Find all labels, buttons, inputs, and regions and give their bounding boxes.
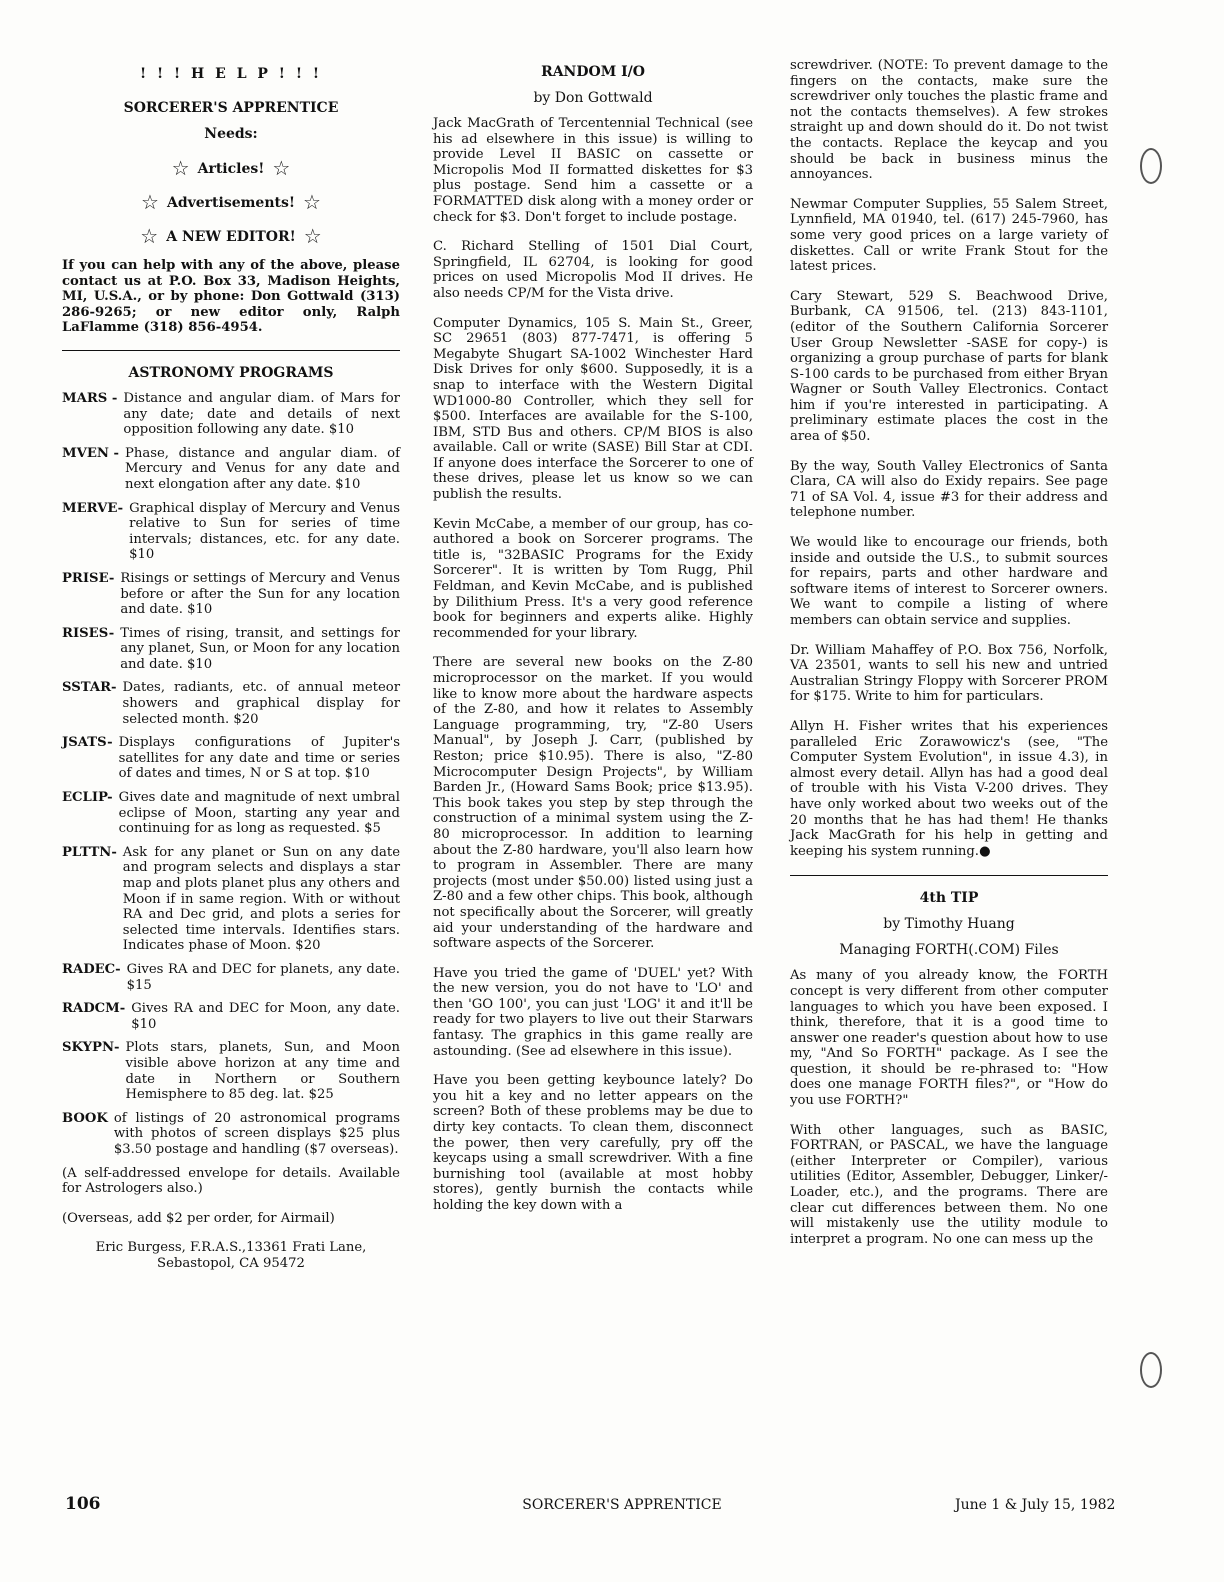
program-item xyxy=(62,845,400,954)
random-io-continued: screwdriver. (NOTE: To prevent damage to the fingers on the contacts, make sure the screwdriver only touches the plastic frame and not the contacts themselves). A few strokes straight up and down should do it. Do not twist the contacts. Replace the keycap and you should be back in business minus the annoyances. xyxy=(790,58,1108,183)
middle-column xyxy=(433,58,753,1228)
program-name: PLTTN- xyxy=(62,844,117,860)
random-io-paragraph: Dr. William Mahaffey of P.O. Box 756, Norfolk, VA 23501, wants to sell his new and untried Australian Stringy Floppy with Sorcerer PROM for $175. Write to him for particulars. xyxy=(790,642,1108,705)
program-description: of listings of 20 astronomical programs with photos of screen displays $25 plus $3.50 postage and handling ($7 overseas). xyxy=(113,1110,400,1157)
program-description: Plots stars, planets, Sun, and Moon visible above horizon at any time and date in Northern or Southern Hemisphere to 85 deg. lat. $25 xyxy=(125,1040,400,1103)
program-name: ECLIP- xyxy=(62,790,113,806)
program-item xyxy=(62,1001,400,1032)
program-description: Times of rising, transit, and settings for any planet, Sun, or Moon for any location and date. $10 xyxy=(120,625,400,672)
help-needs: Needs: xyxy=(204,126,258,142)
program-list xyxy=(62,391,400,1158)
punch-hole-icon xyxy=(1140,148,1162,184)
program-item xyxy=(62,571,400,618)
left-column xyxy=(62,58,400,1285)
random-io-paragraph: We would like to encourage our friends, both inside and outside the U.S., to submit sources for repairs, parts and other hardware and software items of interest to Sorcerer owners. We want to compile a listing of where members can obtain service and supplies. xyxy=(790,535,1108,628)
want-new-editor: ☆ A NEW EDITOR! ☆ xyxy=(62,224,400,248)
program-description: Displays configurations of Jupiter's satellites for any date and time or series of dates and times, N or S at top. $10 xyxy=(118,735,400,782)
program-description: Graphical display of Mercury and Venus relative to Sun for series of time intervals; distances, etc. for any date. $10 xyxy=(129,500,400,563)
program-item xyxy=(62,962,400,993)
random-io-paragraph: C. Richard Stelling of 1501 Dial Court, Springfield, IL 62704, is looking for good prices on used Micropolis Mod II drives. He also needs CP/M for the Vista drive. xyxy=(433,239,753,301)
star-icon: ☆ xyxy=(303,224,322,248)
random-io-paragraph: Allyn H. Fisher writes that his experiences paralleled Eric Zorawowicz's (see, "The Computer System Evolution", in issue 4.3), in almost every detail. Allyn has had a good deal of trouble with his Vista V-200 drives. They have only worked about two weeks out of the 20 months that he has had them! He thanks Jack MacGrath for his help in getting and keeping his system running.● xyxy=(790,718,1108,859)
program-name: RADCM- xyxy=(62,1001,126,1017)
program-description: Gives RA and DEC for Moon, any date. $10 xyxy=(131,1001,400,1032)
program-name: RISES- xyxy=(62,625,115,641)
random-io-body xyxy=(433,116,753,1214)
program-item xyxy=(62,626,400,673)
program-item xyxy=(62,680,400,727)
program-description: Ask for any planet or Sun on any date and program selects and displays a star map and plots planet plus any others and Moon if in same region. With or without RA and Dec grid, and plots a series for selected time intervals. Identifies stars. Indicates phase of Moon. $20 xyxy=(122,844,400,954)
star-icon: ☆ xyxy=(171,156,190,180)
star-icon: ☆ xyxy=(272,156,291,180)
program-name: JSATS- xyxy=(62,735,113,751)
program-name: SSTAR- xyxy=(62,680,117,696)
star-icon: ☆ xyxy=(140,224,159,248)
punch-hole-icon xyxy=(1140,1352,1162,1388)
random-io-paragraph: By the way, South Valley Electronics of Santa Clara, CA will also do Exidy repairs. See page 71 of SA Vol. 4, issue #3 for their address and telephone number. xyxy=(790,458,1108,521)
random-io-paragraph: Jack MacGrath of Tercentennial Technical (see his ad elsewhere in this issue) is willing to provide Level II BASIC on cassette or Micropolis Mod II formatted diskettes for $3 plus postage. Send him a cassette or a FORMATTED disk along with a money order or check for $3. Don't forget to include postage. xyxy=(433,116,753,225)
divider xyxy=(790,875,1108,876)
star-icon: ☆ xyxy=(141,190,159,214)
divider xyxy=(62,350,400,351)
program-description: Phase, distance and angular diam. of Mercury and Venus for any date and next elongation after any date. $10 xyxy=(125,445,400,492)
tip-byline: by Timothy Huang xyxy=(883,916,1015,933)
program-item xyxy=(62,446,400,493)
want-articles: ☆ Articles! ☆ xyxy=(62,156,400,180)
random-io-paragraph: Have you been getting keybounce lately? Do you hit a key and no letter appears on the screen? Both of these problems may be due to dirty key contacts. To clean them, disconnect the power, then very carefully, pry off the keycaps using a small screwdriver. With a fine burnishing tool (available at most hobby stores), gently burnish the contacts while holding the key down with a xyxy=(433,1073,753,1213)
program-name: SKYPN- xyxy=(62,1040,120,1056)
issue-date: June 1 & July 15, 1982 xyxy=(955,1497,1116,1513)
astronomy-address: Eric Burgess, F.R.A.S.,13361 Frati Lane, Sebastopol, CA 95472 xyxy=(95,1240,367,1271)
help-title: ! ! ! H E L P ! ! ! xyxy=(139,66,322,82)
program-description: Dates, radiants, etc. of annual meteor showers and graphical display for selected month. $20 xyxy=(122,680,400,727)
program-item xyxy=(62,391,400,438)
right-column xyxy=(790,58,1108,1261)
random-io-paragraph: There are several new books on the Z-80 microprocessor on the market. If you would like to know more about the hardware aspects of the Z-80, and how it relates to Assembly Language programming, try, "Z-80 Users Manual", by Joseph J. Carr, (published by Reston; price $10.95). There is also, "Z-80 Microcomputer Design Projects", by William Barden Jr., (Howard Sams Book; price $13.95). This book takes you step by step through the construction of a minimal system using the Z-80 microprocessor. In addition to learning about the Z-80 hardware, you'll also learn how to program in Assembler. There are many projects (most under $50.00) listed using just a Z-80 and a few other chips. This book, although not specifically about the Sorcerer, will greatly aid your understanding of the hardware and software aspects of the Sorcerer. xyxy=(433,655,753,952)
program-item xyxy=(62,735,400,782)
star-icon: ☆ xyxy=(303,190,321,214)
program-name: MERVE- xyxy=(62,500,124,516)
program-name: BOOK xyxy=(62,1110,108,1126)
help-contact: If you can help with any of the above, please contact us at P.O. Box 33, Madison Heights, MI, U.S.A., or by phone: Don Gottwald (313) 286-9265; or new editor only, Ralph LaFlamme (318) 856-4954. xyxy=(62,258,400,336)
program-name: MARS - xyxy=(62,390,118,406)
random-io-paragraph: Computer Dynamics, 105 S. Main St., Greer, SC 29651 (803) 877-7471, is offering 5 Megabyte Shugart SA-1002 Winchester Hard Disk Drives for only $600. Supposedly, it is a snap to interface with the Western Digital WD1000-80 Controller, which they sell for $500. Interfaces are available for the S-100, IBM, STD Bus and others. CP/M BIOS is also available. Call or write (SASE) Bill Star at CDI. If anyone does interface the Sorcerer to one of these drives, please let us know so we can publish the results. xyxy=(433,315,753,503)
program-item xyxy=(62,790,400,837)
tip-paragraph: With other languages, such as BASIC, FORTRAN, or PASCAL, we have the language (either Interpreter or Compiler), various utilities (Editor, Assembler, Debugger, Linker/-Loader, etc.), and the programs. There are clear cut differences between them. No one will mistakenly use the utility module to interpret a program. No one can mess up the xyxy=(790,1122,1108,1247)
help-subtitle: SORCERER'S APPRENTICE xyxy=(123,100,339,116)
page-number: 106 xyxy=(65,1494,101,1514)
program-description: Risings or settings of Mercury and Venus before or after the Sun for any location and date. $10 xyxy=(120,570,400,618)
tip-subtitle: Managing FORTH(.COM) Files xyxy=(839,942,1059,959)
program-name: MVEN - xyxy=(62,445,119,461)
want-advertisements: ☆ Advertisements! ☆ xyxy=(62,190,400,214)
program-item xyxy=(62,1040,400,1102)
astronomy-note-overseas: (Overseas, add $2 per order, for Airmail) xyxy=(62,1210,335,1226)
random-io-paragraph: Kevin McCabe, a member of our group, has co-authored a book on Sorcerer programs. The title is, "32BASIC Programs for the Exidy Sorcerer". It is written by Tom Rugg, Phil Feldman, and Kevin McCabe, and is published by Dilithium Press. It's a very good reference book for beginners and experts alike. Highly recommended for your library. xyxy=(433,516,753,641)
random-io-paragraph: Newmar Computer Supplies, 55 Salem Street, Lynnfield, MA 01940, tel. (617) 245-7960, has some very good prices on a large variety of diskettes. Call or write Frank Stout for the latest prices. xyxy=(790,196,1108,275)
tip-title: 4th TIP xyxy=(919,890,979,907)
random-io-paragraph: Cary Stewart, 529 S. Beachwood Drive, Burbank, CA 91506, tel. (213) 843-1101, (editor of the Southern California Sorcerer User Group Newsletter -SASE for copy-) is organizing a group purchase of parts for blank S-100 cards to be purchased from either Bryan Wagner or South Valley Electronics. Contact him if you're interested in participating. A preliminary estimate places the cost in the area of $50. xyxy=(790,288,1108,445)
tip-paragraph: As many of you already know, the FORTH concept is very different from other computer languages to which you have been exposed. I think, therefore, that it is a good time to answer one reader's question about how to use my, "And So FORTH" package. As I see the question, it should be re-phrased to: "How does one manage FORTH files?", or "How do you use FORTH?" xyxy=(790,968,1108,1109)
program-name: RADEC- xyxy=(62,961,121,977)
program-description: Gives RA and DEC for planets, any date. $15 xyxy=(126,961,400,993)
program-item xyxy=(62,1111,400,1158)
random-io-byline: by Don Gottwald xyxy=(533,90,653,106)
program-item xyxy=(62,501,400,563)
astronomy-title: ASTRONOMY PROGRAMS xyxy=(128,364,334,381)
astronomy-note-envelope: (A self-addressed envelope for details. Available for Astrologers also.) xyxy=(62,1165,400,1197)
program-description: Gives date and magnitude of next umbral eclipse of Moon, starting any year and continuing for as long as requested. $5 xyxy=(118,790,400,837)
program-name: PRISE- xyxy=(62,570,115,586)
random-io-paragraph: Have you tried the game of 'DUEL' yet? With the new version, you do not have to 'LO' and then 'GO 100', you can just 'LOG' it and it'll be ready for two players to live out their Starwars fantasy. The graphics in this game really are astounding. (See ad elsewhere in this issue). xyxy=(433,965,753,1059)
magazine-name: SORCERER'S APPRENTICE xyxy=(522,1497,722,1513)
random-io-title: RANDOM I/O xyxy=(541,64,645,80)
program-description: Distance and angular diam. of Mars for any date; date and details of next opposition following any date. $10 xyxy=(123,390,400,438)
